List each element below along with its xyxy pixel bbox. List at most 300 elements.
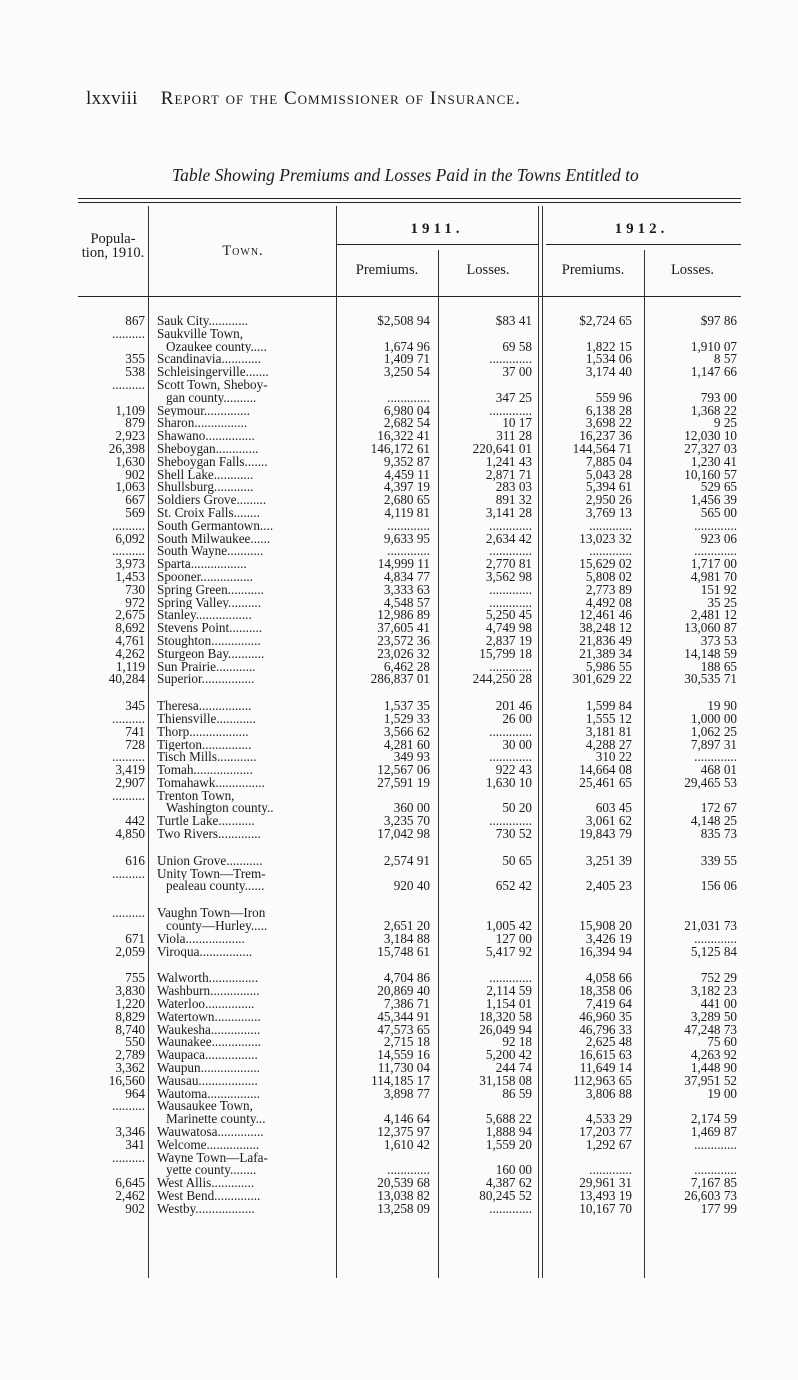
losses-1911-cell: 3,141 28 [485, 506, 532, 520]
table-row [78, 443, 741, 456]
losses-1912-cell: 172 67 [700, 802, 737, 816]
losses-1912-cell: 177 99 [700, 1202, 737, 1216]
premiums-1911-cell: 16,322 41 [377, 430, 430, 443]
town-cell: Sharon................ [157, 417, 248, 431]
premiums-1911-cell: 286,837 01 [370, 673, 430, 687]
premiums-1911-cell: 4,281 60 [383, 738, 430, 752]
page-number: lxxviii [86, 88, 138, 109]
town-cell: St. Croix Falls........ [157, 506, 260, 520]
table-row [78, 1177, 741, 1190]
table-row [78, 379, 741, 392]
town-cell: Thorp.................. [157, 725, 249, 739]
losses-1911-cell: 2,837 19 [485, 634, 532, 648]
population-cell: 3,830 [115, 985, 145, 999]
population-cell: 355 [125, 353, 145, 367]
losses-1912-cell: 4,981 70 [690, 570, 737, 584]
premiums-1911-cell: 4,548 57 [383, 596, 430, 610]
premiums-1911-cell: 1,674 96 [383, 340, 430, 354]
table-row [78, 700, 741, 713]
premiums-1912-cell: 13,493 19 [579, 1190, 632, 1203]
premiums-1911-cell [336, 328, 438, 341]
premiums-1911-cell: 4,704 86 [383, 972, 430, 986]
premiums-1912-cell: 38,248 12 [579, 622, 632, 635]
losses-1911-cell: 26,049 94 [479, 1023, 532, 1037]
losses-1911-cell: 1,005 42 [485, 920, 532, 933]
town-cell: Stoughton............... [157, 634, 261, 648]
losses-1911-cell: 4,387 62 [485, 1177, 532, 1190]
premiums-1911-cell: 2,651 20 [383, 920, 430, 933]
table-row [78, 661, 741, 674]
population-cell: 741 [125, 725, 145, 739]
premiums-1912-cell: 13,023 32 [579, 532, 632, 546]
premiums-1912-cell: $2,724 65 [579, 315, 632, 328]
losses-1912-cell: 47,248 73 [684, 1023, 737, 1037]
premiums-1912-cell: ............. [589, 545, 632, 559]
table-row [78, 713, 741, 726]
table-row [78, 533, 741, 546]
losses-1912-cell: $97 86 [700, 315, 737, 328]
premiums-1912-cell: 4,058 66 [585, 972, 632, 986]
table-row [78, 456, 741, 469]
losses-1912-cell [642, 790, 741, 803]
losses-1911-cell: 891 32 [495, 494, 532, 507]
population-cell: 1,119 [115, 660, 145, 674]
table-row [78, 1164, 741, 1177]
table-row [78, 417, 741, 430]
premiums-1911-cell: ............. [387, 545, 430, 559]
table-row [78, 1062, 741, 1075]
table-row [78, 933, 741, 946]
losses-1911-cell: ............. [489, 972, 532, 986]
premiums-1911-cell: 4,459 11 [384, 468, 430, 482]
town-cell: Sheboygan............. [157, 442, 259, 456]
losses-1912-cell: 156 06 [700, 880, 737, 894]
premiums-1911-cell: ............. [387, 519, 430, 533]
premiums-1911-cell: 47,573 65 [377, 1023, 430, 1037]
premiums-1911-cell: 6,462 28 [383, 660, 430, 674]
table-row [78, 430, 741, 443]
premiums-1911-cell: 4,146 64 [383, 1113, 430, 1127]
table-row [78, 790, 741, 803]
table-row [78, 545, 741, 558]
premiums-1911-cell: 20,539 68 [377, 1177, 430, 1190]
premiums-1911-cell: 17,042 98 [377, 828, 430, 841]
losses-1911-cell: 244 74 [495, 1062, 532, 1075]
table-row [78, 1075, 741, 1088]
losses-1912-cell: 1,448 90 [690, 1062, 737, 1075]
losses-1912-cell: 7,167 85 [690, 1177, 737, 1190]
population-cell: 442 [125, 815, 145, 829]
header-bottom-rule [78, 296, 741, 297]
town-cell: Waunakee............... [157, 1036, 262, 1050]
table-row [78, 366, 741, 379]
losses-1911-cell: $83 41 [495, 315, 532, 328]
town-cell: Sparta................. [157, 558, 247, 571]
premiums-1911-cell: 4,397 19 [383, 481, 430, 495]
table-row [78, 868, 741, 881]
town-cell: Sturgeon Bay........... [157, 647, 265, 661]
population-cell: 40,284 [108, 673, 145, 687]
population-cell: 4,262 [115, 647, 145, 661]
table-row [78, 1113, 741, 1126]
town-cell: South Milwaukee...... [157, 532, 271, 546]
premiums-1911-cell: 3,250 54 [383, 366, 430, 379]
town-cell: Marinette county... [166, 1113, 266, 1127]
losses-1911-cell: 2,114 59 [486, 985, 532, 999]
losses-1911-cell: ............. [489, 751, 532, 765]
town-cell: Spring Green........... [157, 583, 264, 597]
losses-1911-cell: 2,634 42 [485, 532, 532, 546]
premiums-1911-cell [336, 790, 438, 803]
losses-1911-cell: 30 00 [502, 738, 532, 752]
population-cell: 26,398 [108, 442, 145, 456]
premiums-1912-cell: 112,963 65 [573, 1074, 632, 1088]
premiums-1911-cell [336, 1100, 438, 1113]
table-row [78, 1024, 741, 1037]
table-row [78, 597, 741, 610]
losses-1912-cell: 2,174 59 [690, 1113, 737, 1127]
premiums-1912-cell: 7,419 64 [585, 998, 632, 1011]
losses-1911-cell [438, 868, 540, 881]
premiums-1911-cell [336, 379, 438, 392]
table-row [78, 635, 741, 648]
town-cell: Spooner................ [157, 570, 253, 584]
losses-1912-cell: 1,147 66 [690, 366, 737, 379]
premiums-1911-cell: 3,184 88 [383, 932, 430, 946]
table-row [78, 1152, 741, 1165]
population-cell [78, 1164, 148, 1177]
premiums-1911-cell: 3,898 77 [383, 1087, 430, 1101]
losses-1912-cell: 8 57 [713, 353, 737, 367]
premiums-1912-cell [540, 1152, 642, 1165]
premiums-1912-cell: 1,599 84 [585, 700, 632, 713]
table-row [78, 985, 741, 998]
losses-1912-cell: 468 01 [700, 764, 737, 777]
losses-1912-cell: 752 29 [700, 972, 737, 986]
town-cell: gan county.......... [166, 391, 257, 405]
losses-1911-cell: 50 20 [502, 802, 532, 816]
premiums-1911-cell: 3,333 63 [383, 583, 430, 597]
town-cell: Union Grove........... [157, 854, 263, 868]
premiums-1911-cell: 13,038 82 [377, 1190, 430, 1203]
population-cell: 550 [125, 1036, 145, 1050]
town-cell: Washington county.. [166, 802, 274, 816]
premiums-1912-cell: 7,885 04 [585, 455, 632, 469]
table-row [78, 584, 741, 597]
premiums-1912-cell: 301,629 22 [572, 673, 632, 687]
losses-1912-cell: 2,481 12 [690, 609, 737, 623]
table-body [78, 315, 741, 1216]
population-cell: 964 [125, 1087, 145, 1101]
town-cell: Trenton Town, [157, 789, 235, 803]
table-row [78, 1100, 741, 1113]
premiums-1912-cell: 6,138 28 [585, 404, 632, 418]
table-row [78, 1139, 741, 1152]
premiums-1912-cell: 15,629 02 [579, 558, 632, 571]
premiums-1912-cell: 559 96 [595, 391, 632, 405]
premiums-1912-cell: 5,394 61 [585, 481, 632, 495]
header-year-1911: 1911. [410, 221, 464, 237]
premiums-1912-cell: 3,174 40 [585, 366, 632, 379]
population-cell [78, 341, 148, 354]
losses-1911-cell: 160 00 [495, 1164, 532, 1178]
population-cell: 671 [125, 932, 145, 946]
premiums-1912-cell: 2,405 23 [585, 880, 632, 894]
population-cell: .......... [112, 712, 145, 726]
population-cell: .......... [112, 1151, 145, 1165]
premiums-1912-cell [540, 328, 642, 341]
population-cell: .......... [112, 378, 145, 392]
premiums-1912-cell: 16,615 63 [579, 1049, 632, 1063]
table-row [78, 405, 741, 418]
town-cell: West Allis............. [157, 1177, 255, 1190]
losses-1912-cell: 835 73 [700, 828, 737, 841]
premiums-1911-cell [336, 868, 438, 881]
losses-1912-cell: 21,031 73 [684, 920, 737, 933]
town-cell: Sauk City............ [157, 315, 249, 328]
population-cell: 730 [125, 583, 145, 597]
premiums-1912-cell [540, 379, 642, 392]
premiums-1912-cell: 15,908 20 [579, 920, 632, 933]
year1-underline [336, 244, 538, 245]
losses-1911-cell: 652 42 [495, 880, 532, 894]
premiums-1912-cell: 46,960 35 [579, 1010, 632, 1024]
losses-1911-cell: 283 03 [495, 481, 532, 495]
group-spacer [78, 686, 741, 700]
losses-1911-cell [438, 379, 540, 392]
premiums-1912-cell: 25,461 65 [579, 776, 632, 790]
town-cell: Soldiers Grove......... [157, 494, 267, 507]
town-cell: Tomah.................. [157, 764, 253, 777]
table-row [78, 1049, 741, 1062]
town-cell: Viola.................. [157, 932, 245, 946]
losses-1912-cell: 9 25 [713, 417, 737, 431]
table-row [78, 777, 741, 790]
town-cell: South Wayne........... [157, 545, 264, 559]
town-cell: Seymour.............. [157, 404, 251, 418]
losses-1911-cell: ............. [489, 596, 532, 610]
population-cell [78, 1113, 148, 1126]
town-cell: Sun Prairie............ [157, 660, 256, 674]
town-cell: Unity Town—Trem- [157, 867, 266, 881]
premiums-1912-cell: 5,986 55 [585, 660, 632, 674]
premiums-1911-cell: 6,980 04 [383, 404, 430, 418]
population-cell: 2,675 [115, 609, 145, 623]
population-cell: 667 [125, 494, 145, 507]
population-cell: 3,362 [115, 1062, 145, 1075]
losses-1911-cell: 4,749 98 [485, 622, 532, 635]
losses-1911-cell: 37 00 [502, 366, 532, 379]
losses-1911-cell: 10 17 [502, 417, 532, 431]
town-cell: Viroqua................ [157, 945, 253, 959]
town-cell: Waukesha............... [157, 1023, 261, 1037]
table-row [78, 764, 741, 777]
premiums-1912-cell: 1,555 12 [585, 712, 632, 726]
table-row [78, 751, 741, 764]
losses-1912-cell: 13,060 87 [684, 622, 737, 635]
premiums-1912-cell: 19,843 79 [579, 828, 632, 841]
premiums-1911-cell: 20,869 40 [377, 985, 430, 999]
town-cell: pealeau county...... [166, 880, 265, 894]
table-row [78, 1126, 741, 1139]
premiums-1911-cell: $2,508 94 [377, 315, 430, 328]
premiums-1911-cell: 1,610 42 [383, 1138, 430, 1152]
town-cell: Waupun.................. [157, 1062, 260, 1075]
premiums-1912-cell: 5,043 28 [585, 468, 632, 482]
premiums-1911-cell: 146,172 61 [370, 442, 430, 456]
losses-1912-cell: 1,230 41 [690, 455, 737, 469]
premiums-1912-cell: 1,822 15 [585, 340, 632, 354]
town-cell: Superior................ [157, 673, 255, 687]
losses-1911-cell [438, 790, 540, 803]
premiums-1911-cell [336, 907, 438, 920]
losses-1911-cell: 220,641 01 [472, 442, 532, 456]
population-cell: 538 [125, 366, 145, 379]
losses-1912-cell: 793 00 [700, 391, 737, 405]
losses-1912-cell [642, 328, 741, 341]
year2-underline [546, 244, 741, 245]
premiums-1911-cell: 12,375 97 [377, 1126, 430, 1139]
losses-1912-cell: ............. [694, 519, 737, 533]
losses-1911-cell [438, 1152, 540, 1165]
population-cell: 6,092 [115, 532, 145, 546]
town-cell: Scott Town, Sheboy- [157, 378, 268, 392]
table-title: Table Showing Premiums and Losses Paid in the Towns Entitled to [172, 165, 639, 185]
losses-1912-cell: ............. [694, 1138, 737, 1152]
premiums-1912-cell: 10,167 70 [579, 1202, 632, 1216]
population-cell: 341 [125, 1138, 145, 1152]
losses-1912-cell: 4,263 92 [690, 1049, 737, 1063]
losses-1911-cell: 311 28 [496, 430, 532, 443]
premiums-1912-cell: 3,806 88 [585, 1087, 632, 1101]
losses-1911-cell: ............. [489, 1202, 532, 1216]
town-cell: West Bend.............. [157, 1190, 261, 1203]
table-row [78, 609, 741, 622]
town-cell: Theresa................ [157, 700, 252, 713]
losses-1911-cell [438, 1100, 540, 1113]
table-row [78, 648, 741, 661]
population-cell: 879 [125, 417, 145, 431]
losses-1912-cell: 1,368 22 [690, 404, 737, 418]
losses-1911-cell: ............. [489, 404, 532, 418]
premiums-1912-cell: 3,251 39 [585, 854, 632, 868]
town-cell: South Germantown.... [157, 519, 274, 533]
premiums-1912-cell: ............. [589, 1164, 632, 1178]
losses-1912-cell: 27,327 03 [684, 442, 737, 456]
losses-1912-cell: 529 65 [700, 481, 737, 495]
town-cell: Saukville Town, [157, 327, 244, 341]
losses-1911-cell: 1,154 01 [485, 998, 532, 1011]
town-cell: Waupaca................ [157, 1049, 258, 1063]
table-row [78, 520, 741, 533]
premiums-1912-cell: 5,808 02 [585, 570, 632, 584]
table-row [78, 507, 741, 520]
population-cell: 16,560 [108, 1074, 145, 1088]
premiums-1911-cell [336, 1152, 438, 1165]
population-cell: 1,453 [115, 570, 145, 584]
losses-1911-cell: ............. [489, 545, 532, 559]
losses-1912-cell: 1,469 87 [690, 1126, 737, 1139]
losses-1912-cell: 29,465 53 [684, 776, 737, 790]
losses-1912-cell: ............. [694, 1164, 737, 1178]
losses-1911-cell: 3,562 98 [485, 570, 532, 584]
table-row [78, 1011, 741, 1024]
town-cell: Spring Valley.......... [157, 596, 262, 610]
header-losses-1912: Losses. [670, 262, 715, 278]
top-rule-inner [78, 202, 741, 203]
header-population: Popula-tion, 1910. [81, 231, 145, 261]
town-cell: Thiensville............ [157, 712, 256, 726]
premiums-1911-cell: 23,026 32 [377, 647, 430, 661]
population-cell: 2,789 [115, 1049, 145, 1063]
table-row [78, 1190, 741, 1203]
losses-1911-cell: 80,245 52 [479, 1190, 532, 1203]
losses-1911-cell: 1,241 43 [485, 455, 532, 469]
losses-1912-cell: 19 00 [707, 1087, 737, 1101]
population-cell: 2,907 [115, 776, 145, 790]
losses-1912-cell: 26,603 73 [684, 1190, 737, 1203]
losses-1911-cell: 2,871 71 [485, 468, 532, 482]
losses-1912-cell: 4,148 25 [690, 815, 737, 829]
losses-1912-cell [642, 379, 741, 392]
losses-1911-cell: 31,158 08 [479, 1074, 532, 1088]
premiums-1911-cell: 27,591 19 [377, 776, 430, 790]
premiums-1912-cell: 46,796 33 [579, 1023, 632, 1037]
premiums-1912-cell: 11,649 14 [579, 1062, 632, 1075]
premiums-1912-cell [540, 790, 642, 803]
population-cell [78, 880, 148, 893]
premiums-1912-cell: ............. [589, 519, 632, 533]
group-spacer [78, 958, 741, 972]
losses-1911-cell: ............. [489, 353, 532, 367]
losses-1912-cell: 339 55 [700, 854, 737, 868]
losses-1912-cell: 19 90 [707, 700, 737, 713]
losses-1912-cell: ............. [694, 932, 737, 946]
losses-1912-cell: 10,160 57 [684, 468, 737, 482]
table-row [78, 907, 741, 920]
losses-1912-cell: 1,000 00 [690, 712, 737, 726]
premiums-1912-cell: 14,664 08 [579, 764, 632, 777]
losses-1912-cell: 1,717 00 [690, 558, 737, 571]
table-row [78, 315, 741, 328]
town-cell: Shell Lake............ [157, 468, 254, 482]
town-cell: Tigerton............... [157, 738, 252, 752]
population-cell: 972 [125, 596, 145, 610]
losses-1912-cell: 5,125 84 [690, 945, 737, 959]
losses-1912-cell: 75 60 [707, 1036, 737, 1050]
table-row [78, 946, 741, 959]
table-row [78, 392, 741, 405]
premiums-1911-cell: 14,559 16 [377, 1049, 430, 1063]
population-cell [78, 392, 148, 405]
population-cell [78, 802, 148, 815]
premiums-1911-cell: 1,529 33 [383, 712, 430, 726]
town-cell: Schleisingerville....... [157, 366, 269, 379]
table-row [78, 469, 741, 482]
table-row [78, 622, 741, 635]
header-year-1912: 1912. [614, 221, 669, 237]
town-cell: Waterloo............... [157, 998, 255, 1011]
population-cell: 345 [125, 700, 145, 713]
losses-1911-cell: 5,250 45 [485, 609, 532, 623]
header-town: Town. [222, 243, 264, 259]
population-cell: 3,346 [115, 1126, 145, 1139]
population-cell: 3,973 [115, 558, 145, 571]
premiums-1911-cell: 12,567 06 [377, 764, 430, 777]
premiums-1912-cell: 3,181 81 [585, 725, 632, 739]
losses-1912-cell: 30,535 71 [684, 673, 737, 687]
town-cell: Wayne Town—Lafa- [157, 1151, 268, 1165]
